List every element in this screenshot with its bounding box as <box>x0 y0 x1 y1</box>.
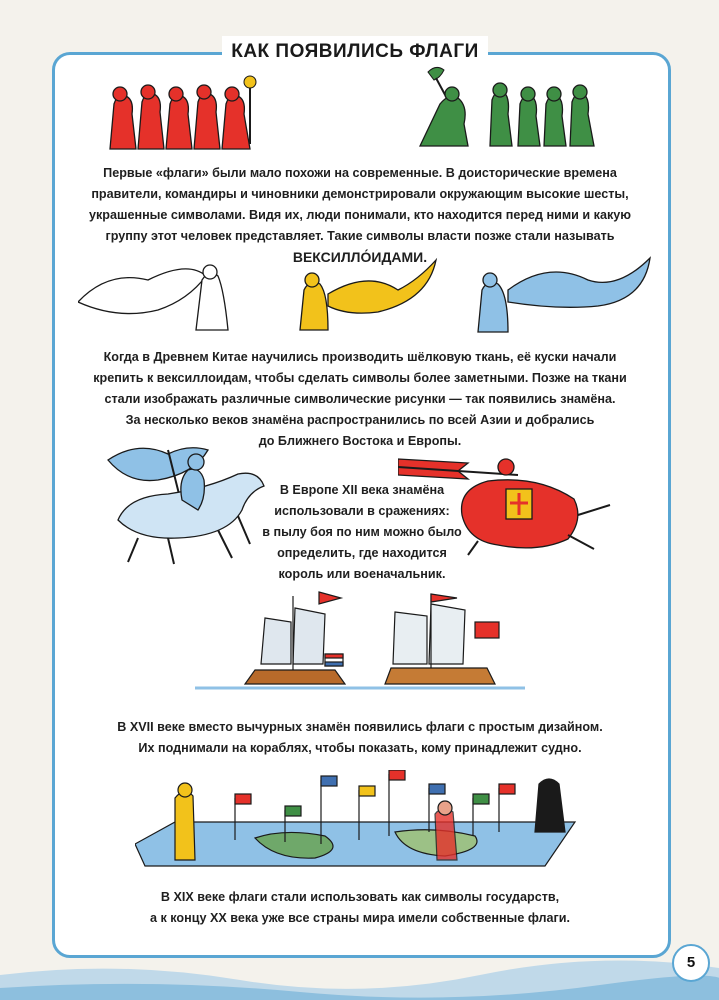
states-line-2: а к концу XX века уже все страны мира имели собственные флаги. <box>149 911 571 925</box>
silk-line-3: стали изображать различные символические рисунки — так появились знамёна. <box>104 392 616 406</box>
battle-line-3: в пылу боя по ним можно было <box>262 525 462 539</box>
silk-line-4: За несколько веков знамёна распространились по всей Азии и добрались <box>125 413 595 427</box>
silk-cloth-figures-illustration <box>78 250 658 340</box>
silk-line-2: крепить к вексиллоидам, чтобы сделать символы более заметными. Позже на ткани <box>93 371 627 385</box>
intro-line-2: правители, командиры и чиновники демонстрировали окружающим высокие шесты, <box>91 187 629 201</box>
page-title: КАК ПОЯВИЛИСЬ ФЛАГИ <box>222 36 488 68</box>
silk-line-1: Когда в Древнем Китае научились производить шёлковую ткань, её куски начали <box>103 350 617 364</box>
silk-line-5: до Ближнего Востока и Европы. <box>258 434 462 448</box>
red-knight-on-horse-illustration <box>398 445 618 560</box>
page-number: 5 <box>672 944 710 982</box>
battle-line-1: В Европе XII века знамёна <box>279 483 445 497</box>
battle-line-2: использовали в сражениях: <box>274 504 450 518</box>
states-paragraph <box>70 887 650 929</box>
intro-line-3: украшенные символами. Видя их, люди понимали, кто находится перед ними и какую <box>88 208 632 222</box>
ships-paragraph <box>70 717 650 759</box>
intro-line-1: Первые «флаги» были мало похожи на современные. В доисторические времена <box>103 166 617 180</box>
ships-line-1: В XVII веке вместо вычурных знамён появились флаги с простым дизайном. <box>117 720 603 734</box>
sailing-ships-illustration <box>195 588 525 698</box>
blue-knight-on-horse-illustration <box>98 440 268 570</box>
battle-line-4: определить, где находится <box>277 546 447 560</box>
intro-line-4: группу этот человек представляет. Такие символы власти позже стали называть <box>105 229 615 243</box>
silk-paragraph <box>70 347 650 452</box>
states-line-1: В XIX веке флаги стали использовать как символы государств, <box>160 890 560 904</box>
ships-line-2: Их поднимали на кораблях, чтобы показать, кому принадлежит судно. <box>138 741 582 755</box>
red-robed-procession-illustration <box>100 74 260 154</box>
map-with-country-flags-illustration <box>135 770 585 870</box>
battle-line-5: король или военачальник. <box>278 567 446 581</box>
green-robed-procession-illustration <box>410 64 610 154</box>
vexilloid-term: ВЕКСИЛЛО́ИДАМИ. <box>292 249 428 265</box>
